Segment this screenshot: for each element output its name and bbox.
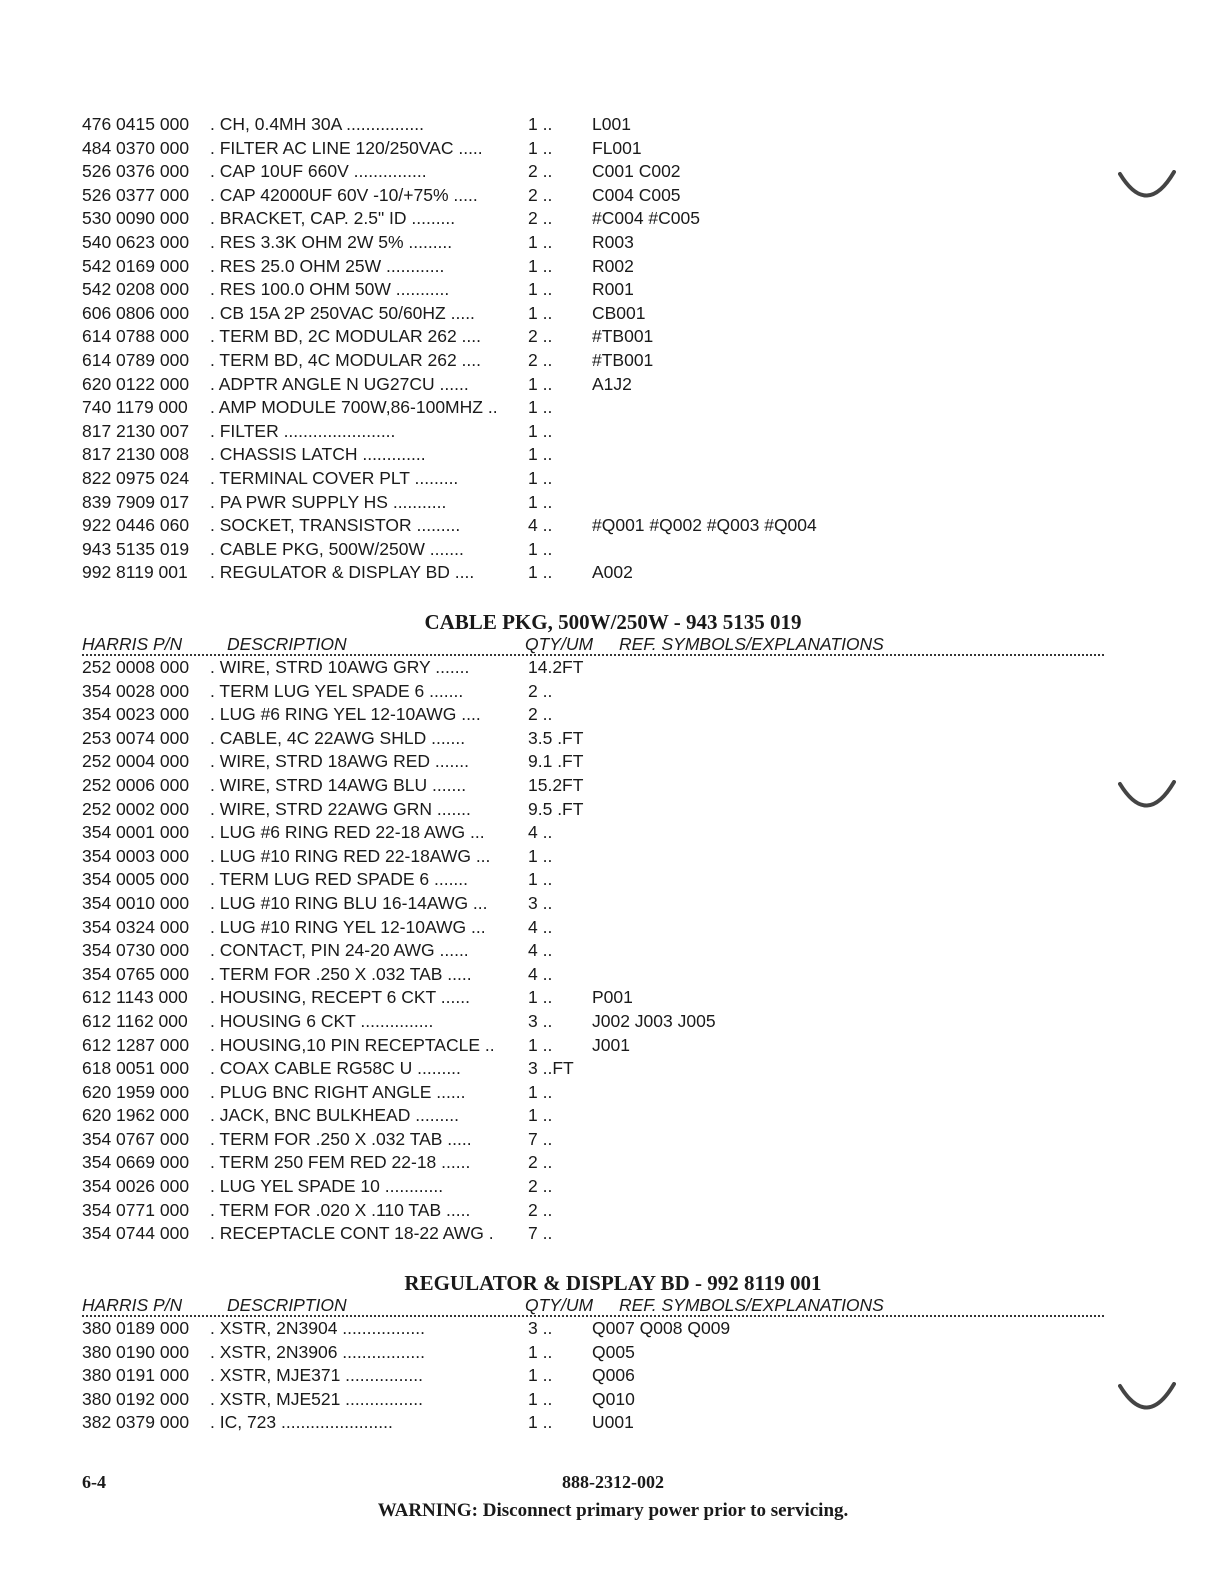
description: . TERM FOR .250 X .032 TAB ..... bbox=[210, 963, 472, 984]
quantity: 15.2FT bbox=[528, 774, 584, 795]
description: . LUG #10 RING BLU 16-14AWG ... bbox=[210, 892, 488, 913]
regulator-column-headers bbox=[82, 1295, 1104, 1317]
binder-hole-bottom-icon bbox=[1118, 1382, 1176, 1416]
part-number: 354 0005 000 bbox=[82, 869, 190, 890]
quantity: 3 .. bbox=[528, 1318, 553, 1338]
description: . CB 15A 2P 250VAC 50/60HZ ..... bbox=[210, 302, 475, 323]
part-number: 614 0788 000 bbox=[82, 326, 190, 347]
ref-symbols: C001 C002 bbox=[592, 161, 681, 182]
part-number: 252 0008 000 bbox=[82, 657, 190, 677]
part-number: 380 0190 000 bbox=[82, 1341, 190, 1362]
description: . XSTR, 2N3904 ................. bbox=[210, 1318, 425, 1338]
quantity: 1 .. bbox=[528, 1105, 553, 1126]
part-number: 354 0026 000 bbox=[82, 1176, 190, 1197]
part-number: 614 0789 000 bbox=[82, 349, 190, 370]
binder-hole-top-icon bbox=[1118, 170, 1176, 204]
quantity: 4 .. bbox=[528, 940, 553, 961]
description: . TERMINAL COVER PLT ......... bbox=[210, 467, 459, 488]
header-qty-um: QTY/UM bbox=[525, 634, 594, 654]
quantity: 1 .. bbox=[528, 987, 553, 1008]
part-number: 943 5135 019 bbox=[82, 538, 190, 559]
quantity: 1 .. bbox=[528, 1034, 553, 1055]
part-number: 612 1162 000 bbox=[82, 1010, 188, 1031]
header-qty-um: QTY/UM bbox=[525, 1295, 594, 1315]
header-description: DESCRIPTION bbox=[227, 634, 347, 654]
ref-symbols: Q005 bbox=[592, 1341, 635, 1362]
quantity: 1 .. bbox=[528, 1412, 553, 1433]
quantity: 2 .. bbox=[528, 184, 553, 205]
quantity: 1 .. bbox=[528, 279, 553, 300]
warning-text: WARNING: Disconnect primary power prior to servicing. bbox=[377, 1500, 849, 1521]
quantity: 3 ..FT bbox=[528, 1058, 574, 1079]
description: . XSTR, 2N3906 ................. bbox=[210, 1341, 425, 1362]
quantity: 1 .. bbox=[528, 562, 553, 583]
header-harris-pn: HARRIS P/N bbox=[82, 1295, 183, 1315]
description: . TERM FOR .020 X .110 TAB ..... bbox=[210, 1199, 471, 1220]
quantity: 4 .. bbox=[528, 963, 553, 984]
quantity: 1 .. bbox=[528, 1388, 553, 1409]
quantity: 1 .. bbox=[528, 397, 553, 418]
quantity: 3 .. bbox=[528, 1010, 553, 1031]
quantity: 2 .. bbox=[528, 1199, 553, 1220]
quantity: 2 .. bbox=[528, 326, 553, 347]
part-number: 620 1962 000 bbox=[82, 1105, 190, 1126]
description: . RES 100.0 OHM 50W ........... bbox=[210, 279, 450, 300]
quantity: 1 .. bbox=[528, 444, 553, 465]
ref-symbols: #TB001 bbox=[592, 349, 654, 370]
quantity: 3.5 .FT bbox=[528, 727, 584, 748]
quantity: 1 .. bbox=[528, 373, 553, 394]
description: . TERM FOR .250 X .032 TAB ..... bbox=[210, 1128, 472, 1149]
ref-symbols: R003 bbox=[592, 231, 634, 252]
description: . PLUG BNC RIGHT ANGLE ...... bbox=[210, 1081, 466, 1102]
ref-symbols: Q007 Q008 Q009 bbox=[592, 1318, 731, 1338]
description: . CABLE, 4C 22AWG SHLD ....... bbox=[210, 727, 466, 748]
quantity: 1 .. bbox=[528, 869, 553, 890]
part-number: 354 0669 000 bbox=[82, 1152, 190, 1173]
part-number: 620 1959 000 bbox=[82, 1081, 190, 1102]
part-number: 354 0771 000 bbox=[82, 1199, 190, 1220]
description: . LUG YEL SPADE 10 ............ bbox=[210, 1176, 444, 1197]
part-number: 740 1179 000 bbox=[82, 397, 188, 418]
description: . TERM 250 FEM RED 22-18 ...... bbox=[210, 1152, 471, 1173]
quantity: 1 .. bbox=[528, 302, 553, 323]
description: . LUG #6 RING YEL 12-10AWG .... bbox=[210, 704, 481, 725]
description: . CAP 10UF 660V ............... bbox=[210, 161, 427, 182]
part-number: 484 0370 000 bbox=[82, 137, 190, 158]
quantity: 2 .. bbox=[528, 208, 553, 229]
quantity: 7 .. bbox=[528, 1223, 553, 1244]
description: . LUG #6 RING RED 22-18 AWG ... bbox=[210, 822, 485, 843]
part-number: 354 0003 000 bbox=[82, 845, 190, 866]
header-harris-pn: HARRIS P/N bbox=[82, 634, 183, 654]
ref-symbols: L001 bbox=[592, 114, 631, 134]
description: . JACK, BNC BULKHEAD ......... bbox=[210, 1105, 459, 1126]
ref-symbols: C004 C005 bbox=[592, 184, 681, 205]
page-number: 6-4 bbox=[82, 1472, 106, 1492]
description: . WIRE, STRD 18AWG RED ....... bbox=[210, 751, 469, 772]
quantity: 9.1 .FT bbox=[528, 751, 584, 772]
part-number: 817 2130 007 bbox=[82, 420, 190, 441]
part-number: 354 0023 000 bbox=[82, 704, 190, 725]
part-number: 542 0169 000 bbox=[82, 255, 190, 276]
part-number: 476 0415 000 bbox=[82, 114, 190, 134]
ref-symbols: R002 bbox=[592, 255, 634, 276]
part-number: 354 0010 000 bbox=[82, 892, 190, 913]
description: . COAX CABLE RG58C U ......... bbox=[210, 1058, 461, 1079]
description: . TERM BD, 2C MODULAR 262 .... bbox=[210, 326, 481, 347]
quantity: 1 .. bbox=[528, 137, 553, 158]
ref-symbols: J001 bbox=[592, 1034, 630, 1055]
part-number: 252 0004 000 bbox=[82, 751, 190, 772]
part-number: 542 0208 000 bbox=[82, 279, 190, 300]
quantity: 2 .. bbox=[528, 161, 553, 182]
quantity: 2 .. bbox=[528, 680, 553, 701]
description: . RES 3.3K OHM 2W 5% ......... bbox=[210, 231, 453, 252]
quantity: 1 .. bbox=[528, 1341, 553, 1362]
ref-symbols: J002 J003 J005 bbox=[592, 1010, 716, 1031]
ref-symbols: P001 bbox=[592, 987, 633, 1008]
part-number: 612 1287 000 bbox=[82, 1034, 190, 1055]
quantity: 1 .. bbox=[528, 467, 553, 488]
quantity: 1 .. bbox=[528, 255, 553, 276]
quantity: 2 .. bbox=[528, 704, 553, 725]
part-number: 354 0028 000 bbox=[82, 680, 190, 701]
description: . LUG #10 RING RED 22-18AWG ... bbox=[210, 845, 491, 866]
description: . IC, 723 ....................... bbox=[210, 1412, 393, 1433]
quantity: 4 .. bbox=[528, 822, 553, 843]
ref-symbols: Q010 bbox=[592, 1388, 635, 1409]
part-number: 354 0767 000 bbox=[82, 1128, 190, 1149]
part-number: 526 0377 000 bbox=[82, 184, 190, 205]
description: . CABLE PKG, 500W/250W ....... bbox=[210, 538, 464, 559]
description: . WIRE, STRD 10AWG GRY ....... bbox=[210, 657, 470, 677]
ref-symbols: FL001 bbox=[592, 137, 642, 158]
description: . CAP 42000UF 60V -10/+75% ..... bbox=[210, 184, 478, 205]
quantity: 3 .. bbox=[528, 892, 553, 913]
description: . WIRE, STRD 22AWG GRN ....... bbox=[210, 798, 471, 819]
description: . TERM LUG YEL SPADE 6 ....... bbox=[210, 680, 464, 701]
part-number: 526 0376 000 bbox=[82, 161, 190, 182]
ref-symbols: CB001 bbox=[592, 302, 646, 323]
quantity: 4 .. bbox=[528, 515, 553, 536]
part-number: 839 7909 017 bbox=[82, 491, 190, 512]
ref-symbols: A002 bbox=[592, 562, 633, 583]
document-number: 888-2312-002 bbox=[562, 1472, 664, 1492]
part-number: 354 0730 000 bbox=[82, 940, 190, 961]
description: . FILTER ....................... bbox=[210, 420, 396, 441]
quantity: 4 .. bbox=[528, 916, 553, 937]
part-number: 817 2130 008 bbox=[82, 444, 190, 465]
description: . BRACKET, CAP. 2.5" ID ......... bbox=[210, 208, 456, 229]
quantity: 1 .. bbox=[528, 420, 553, 441]
ref-symbols: #C004 #C005 bbox=[592, 208, 700, 229]
binder-hole-middle-icon bbox=[1118, 780, 1176, 814]
part-number: 540 0623 000 bbox=[82, 231, 190, 252]
ref-symbols: #Q001 #Q002 #Q003 #Q004 bbox=[592, 515, 817, 536]
part-number: 380 0192 000 bbox=[82, 1388, 190, 1409]
quantity: 1 .. bbox=[528, 538, 553, 559]
ref-symbols: Q006 bbox=[592, 1365, 635, 1386]
part-number: 822 0975 024 bbox=[82, 467, 190, 488]
quantity: 1 .. bbox=[528, 845, 553, 866]
description: . AMP MODULE 700W,86-100MHZ .. bbox=[210, 397, 498, 418]
part-number: 618 0051 000 bbox=[82, 1058, 190, 1079]
header-description: DESCRIPTION bbox=[227, 1295, 347, 1315]
description: . RES 25.0 OHM 25W ............ bbox=[210, 255, 445, 276]
part-number: 992 8119 001 bbox=[82, 562, 188, 583]
description: . LUG #10 RING YEL 12-10AWG ... bbox=[210, 916, 486, 937]
part-number: 252 0006 000 bbox=[82, 774, 190, 795]
description: . PA PWR SUPPLY HS ........... bbox=[210, 491, 447, 512]
part-number: 354 0001 000 bbox=[82, 822, 190, 843]
ref-symbols: R001 bbox=[592, 279, 634, 300]
description: . CONTACT, PIN 24-20 AWG ...... bbox=[210, 940, 469, 961]
part-number: 253 0074 000 bbox=[82, 727, 190, 748]
ref-symbols: #TB001 bbox=[592, 326, 654, 347]
quantity: 14.2FT bbox=[528, 657, 584, 677]
part-number: 612 1143 000 bbox=[82, 987, 188, 1008]
cable-column-headers bbox=[82, 634, 1104, 656]
quantity: 1 .. bbox=[528, 114, 553, 134]
description: . REGULATOR & DISPLAY BD .... bbox=[210, 562, 475, 583]
part-number: 354 0765 000 bbox=[82, 963, 190, 984]
part-number: 530 0090 000 bbox=[82, 208, 190, 229]
description: . HOUSING 6 CKT ............... bbox=[210, 1010, 434, 1031]
quantity: 7 .. bbox=[528, 1128, 553, 1149]
quantity: 1 .. bbox=[528, 1081, 553, 1102]
quantity: 1 .. bbox=[528, 1365, 553, 1386]
part-number: 380 0189 000 bbox=[82, 1318, 190, 1338]
description: . SOCKET, TRANSISTOR ......... bbox=[210, 515, 461, 536]
quantity: 9.5 .FT bbox=[528, 798, 584, 819]
description: . RECEPTACLE CONT 18-22 AWG . bbox=[210, 1223, 494, 1244]
quantity: 2 .. bbox=[528, 1152, 553, 1173]
quantity: 1 .. bbox=[528, 231, 553, 252]
part-number: 252 0002 000 bbox=[82, 798, 190, 819]
part-number: 382 0379 000 bbox=[82, 1412, 190, 1433]
ref-symbols: U001 bbox=[592, 1412, 634, 1433]
description: . HOUSING,10 PIN RECEPTACLE .. bbox=[210, 1034, 495, 1055]
part-number: 922 0446 060 bbox=[82, 515, 190, 536]
part-number: 354 0324 000 bbox=[82, 916, 190, 937]
part-number: 354 0744 000 bbox=[82, 1223, 190, 1244]
part-number: 380 0191 000 bbox=[82, 1365, 190, 1386]
regulator-section-title: REGULATOR & DISPLAY BD - 992 8119 001 bbox=[404, 1271, 822, 1295]
header-ref-symbols: REF. SYMBOLS/EXPLANATIONS bbox=[619, 634, 884, 654]
ref-symbols: A1J2 bbox=[592, 373, 632, 394]
part-number: 620 0122 000 bbox=[82, 373, 190, 394]
description: . HOUSING, RECEPT 6 CKT ...... bbox=[210, 987, 470, 1008]
description: . FILTER AC LINE 120/250VAC ..... bbox=[210, 137, 483, 158]
quantity: 1 .. bbox=[528, 491, 553, 512]
quantity: 2 .. bbox=[528, 1176, 553, 1197]
description: . TERM LUG RED SPADE 6 ....... bbox=[210, 869, 469, 890]
description: . CHASSIS LATCH ............. bbox=[210, 444, 426, 465]
cable-section-title: CABLE PKG, 500W/250W - 943 5135 019 bbox=[424, 610, 802, 634]
part-number: 606 0806 000 bbox=[82, 302, 190, 323]
description: . TERM BD, 4C MODULAR 262 .... bbox=[210, 349, 481, 370]
description: . ADPTR ANGLE N UG27CU ...... bbox=[210, 373, 469, 394]
quantity: 2 .. bbox=[528, 349, 553, 370]
description: . XSTR, MJE371 ................ bbox=[210, 1365, 423, 1386]
description: . CH, 0.4MH 30A ................ bbox=[210, 114, 424, 134]
description: . XSTR, MJE521 ................ bbox=[210, 1388, 423, 1409]
description: . WIRE, STRD 14AWG BLU ....... bbox=[210, 774, 467, 795]
header-ref-symbols: REF. SYMBOLS/EXPLANATIONS bbox=[619, 1295, 884, 1315]
